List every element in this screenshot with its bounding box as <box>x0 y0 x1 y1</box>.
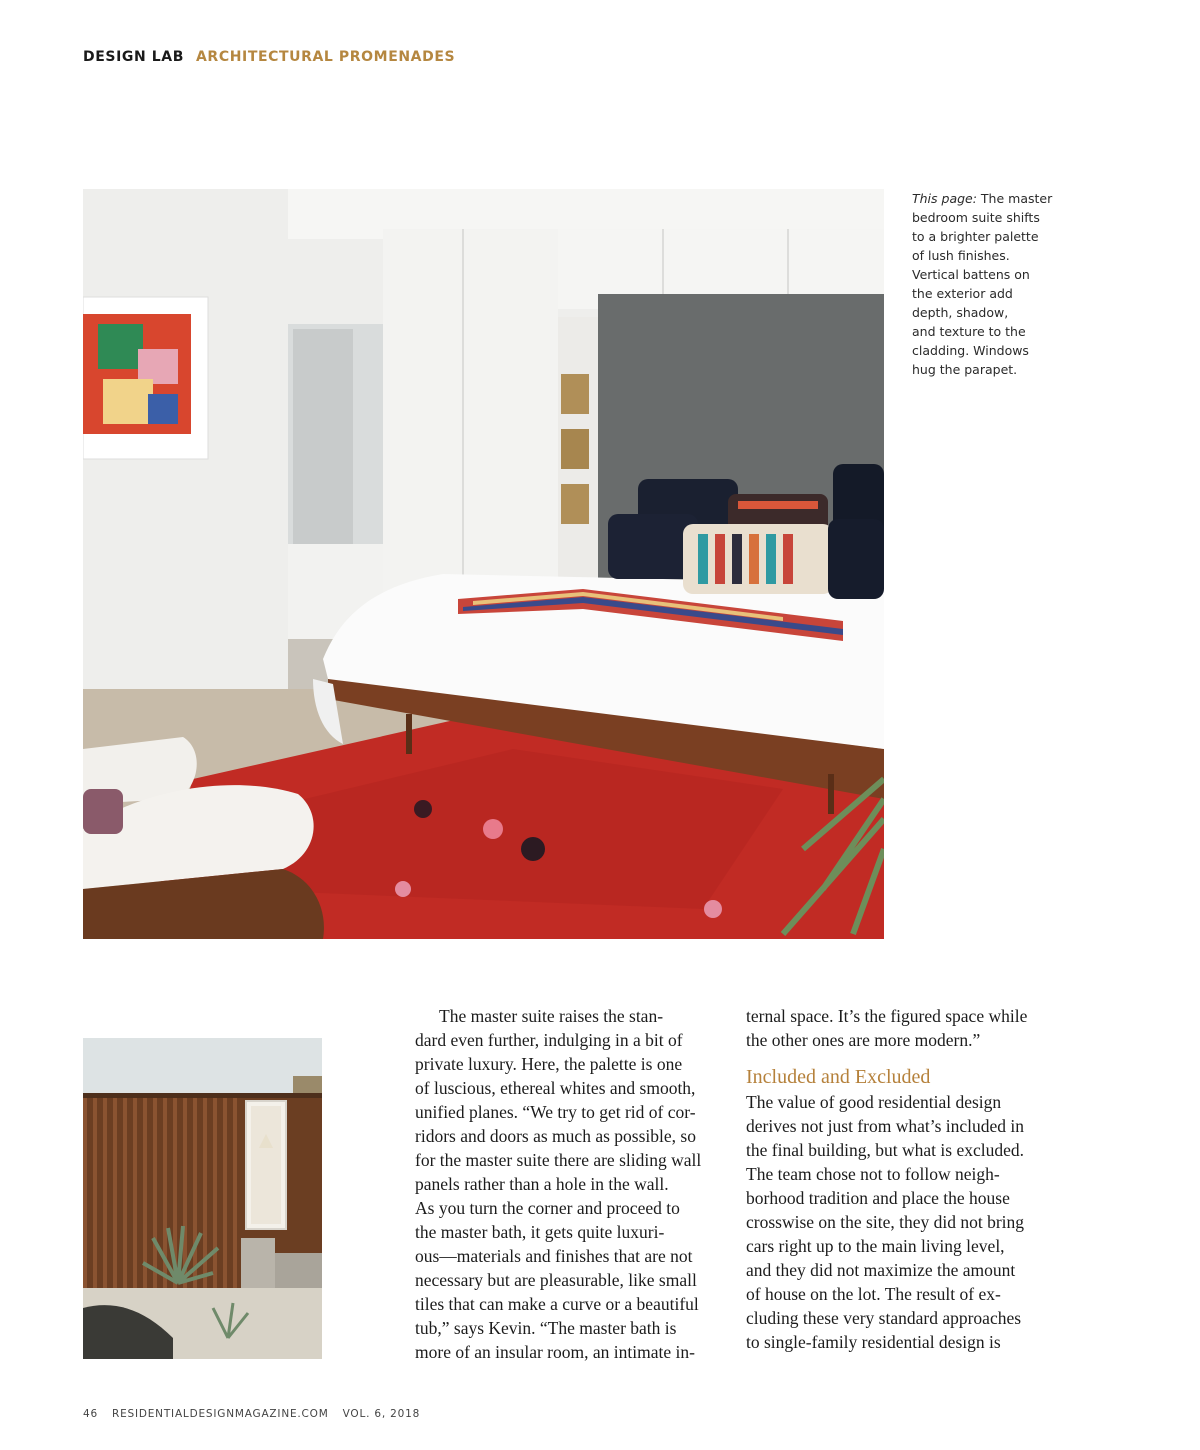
caption-text: and texture to the <box>912 324 1026 339</box>
subheading: Included and Excluded <box>746 1066 931 1088</box>
caption-text: depth, shadow, <box>912 305 1009 320</box>
caption-lead: This page: <box>912 191 977 206</box>
website-url: RESIDENTIALDESIGNMAGAZINE.COM <box>111 1408 329 1420</box>
body-line: ridors and doors as much as possible, so <box>415 1126 696 1146</box>
body-line: for the master suite there are sliding wall <box>415 1150 702 1170</box>
caption-text: the exterior add <box>912 286 1013 301</box>
body-line: tiles that can make a curve or a beautiful <box>415 1294 699 1314</box>
volume-label: VOL. 6, 2018 <box>342 1408 421 1420</box>
caption-text: Vertical battens on <box>912 267 1030 282</box>
body-line: tub,” says Kevin. “The master bath is <box>415 1318 677 1338</box>
body-line: borhood tradition and place the house <box>746 1188 1010 1208</box>
body-line: ternal space. It’s the figured space while <box>746 1006 1028 1026</box>
caption-text: to a brighter palette <box>912 229 1039 244</box>
body-line: The master suite raises the stan- <box>439 1006 664 1026</box>
body-line: ous—materials and finishes that are not <box>415 1246 693 1266</box>
body-line: cars right up to the main living level, <box>746 1236 1005 1256</box>
bedroom-photo <box>83 189 884 939</box>
caption-text: of lush finishes. <box>912 248 1010 263</box>
body-line: the final building, but what is excluded. <box>746 1140 1025 1160</box>
body-line: crosswise on the site, they did not bring <box>746 1212 1025 1232</box>
exterior-photo <box>83 1038 322 1359</box>
body-line: more of an insular room, an intimate in- <box>415 1342 695 1362</box>
body-line: private luxury. Here, the palette is one <box>415 1054 683 1074</box>
body-line: dard even further, indulging in a bit of <box>415 1030 683 1050</box>
caption-text: bedroom suite shifts <box>912 210 1040 225</box>
body-line: panels rather than a hole in the wall. <box>415 1174 669 1194</box>
body-line: to single-family residential design is <box>746 1332 1001 1352</box>
page-number: 46 <box>83 1408 98 1420</box>
body-column-2 <box>746 1004 1064 1354</box>
photo-caption <box>912 189 1062 379</box>
caption-text: hug the parapet. <box>912 362 1018 377</box>
section-label: DESIGN LAB <box>83 49 184 65</box>
body-line: As you turn the corner and proceed to <box>415 1198 680 1218</box>
caption-text: The master <box>976 191 1053 206</box>
body-line: cluding these very standard approaches <box>746 1308 1022 1328</box>
body-line: and they did not maximize the amount <box>746 1260 1016 1280</box>
caption-text: cladding. Windows <box>912 343 1029 358</box>
body-line: of luscious, ethereal whites and smooth, <box>415 1078 696 1098</box>
page-footer <box>83 1408 434 1420</box>
running-header <box>83 49 455 65</box>
body-line: The value of good residential design <box>746 1092 1002 1112</box>
body-line: necessary but are pleasurable, like small <box>415 1270 697 1290</box>
body-line: the other ones are more modern.” <box>746 1030 981 1050</box>
body-column-1 <box>415 1004 733 1364</box>
body-line: derives not just from what’s included in <box>746 1116 1025 1136</box>
body-line: of house on the lot. The result of ex- <box>746 1284 1001 1304</box>
body-line: The team chose not to follow neigh- <box>746 1164 1000 1184</box>
body-line: unified planes. “We try to get rid of cor- <box>415 1102 696 1122</box>
body-line: the master bath, it gets quite luxuri- <box>415 1222 665 1242</box>
series-label: ARCHITECTURAL PROMENADES <box>196 49 456 65</box>
